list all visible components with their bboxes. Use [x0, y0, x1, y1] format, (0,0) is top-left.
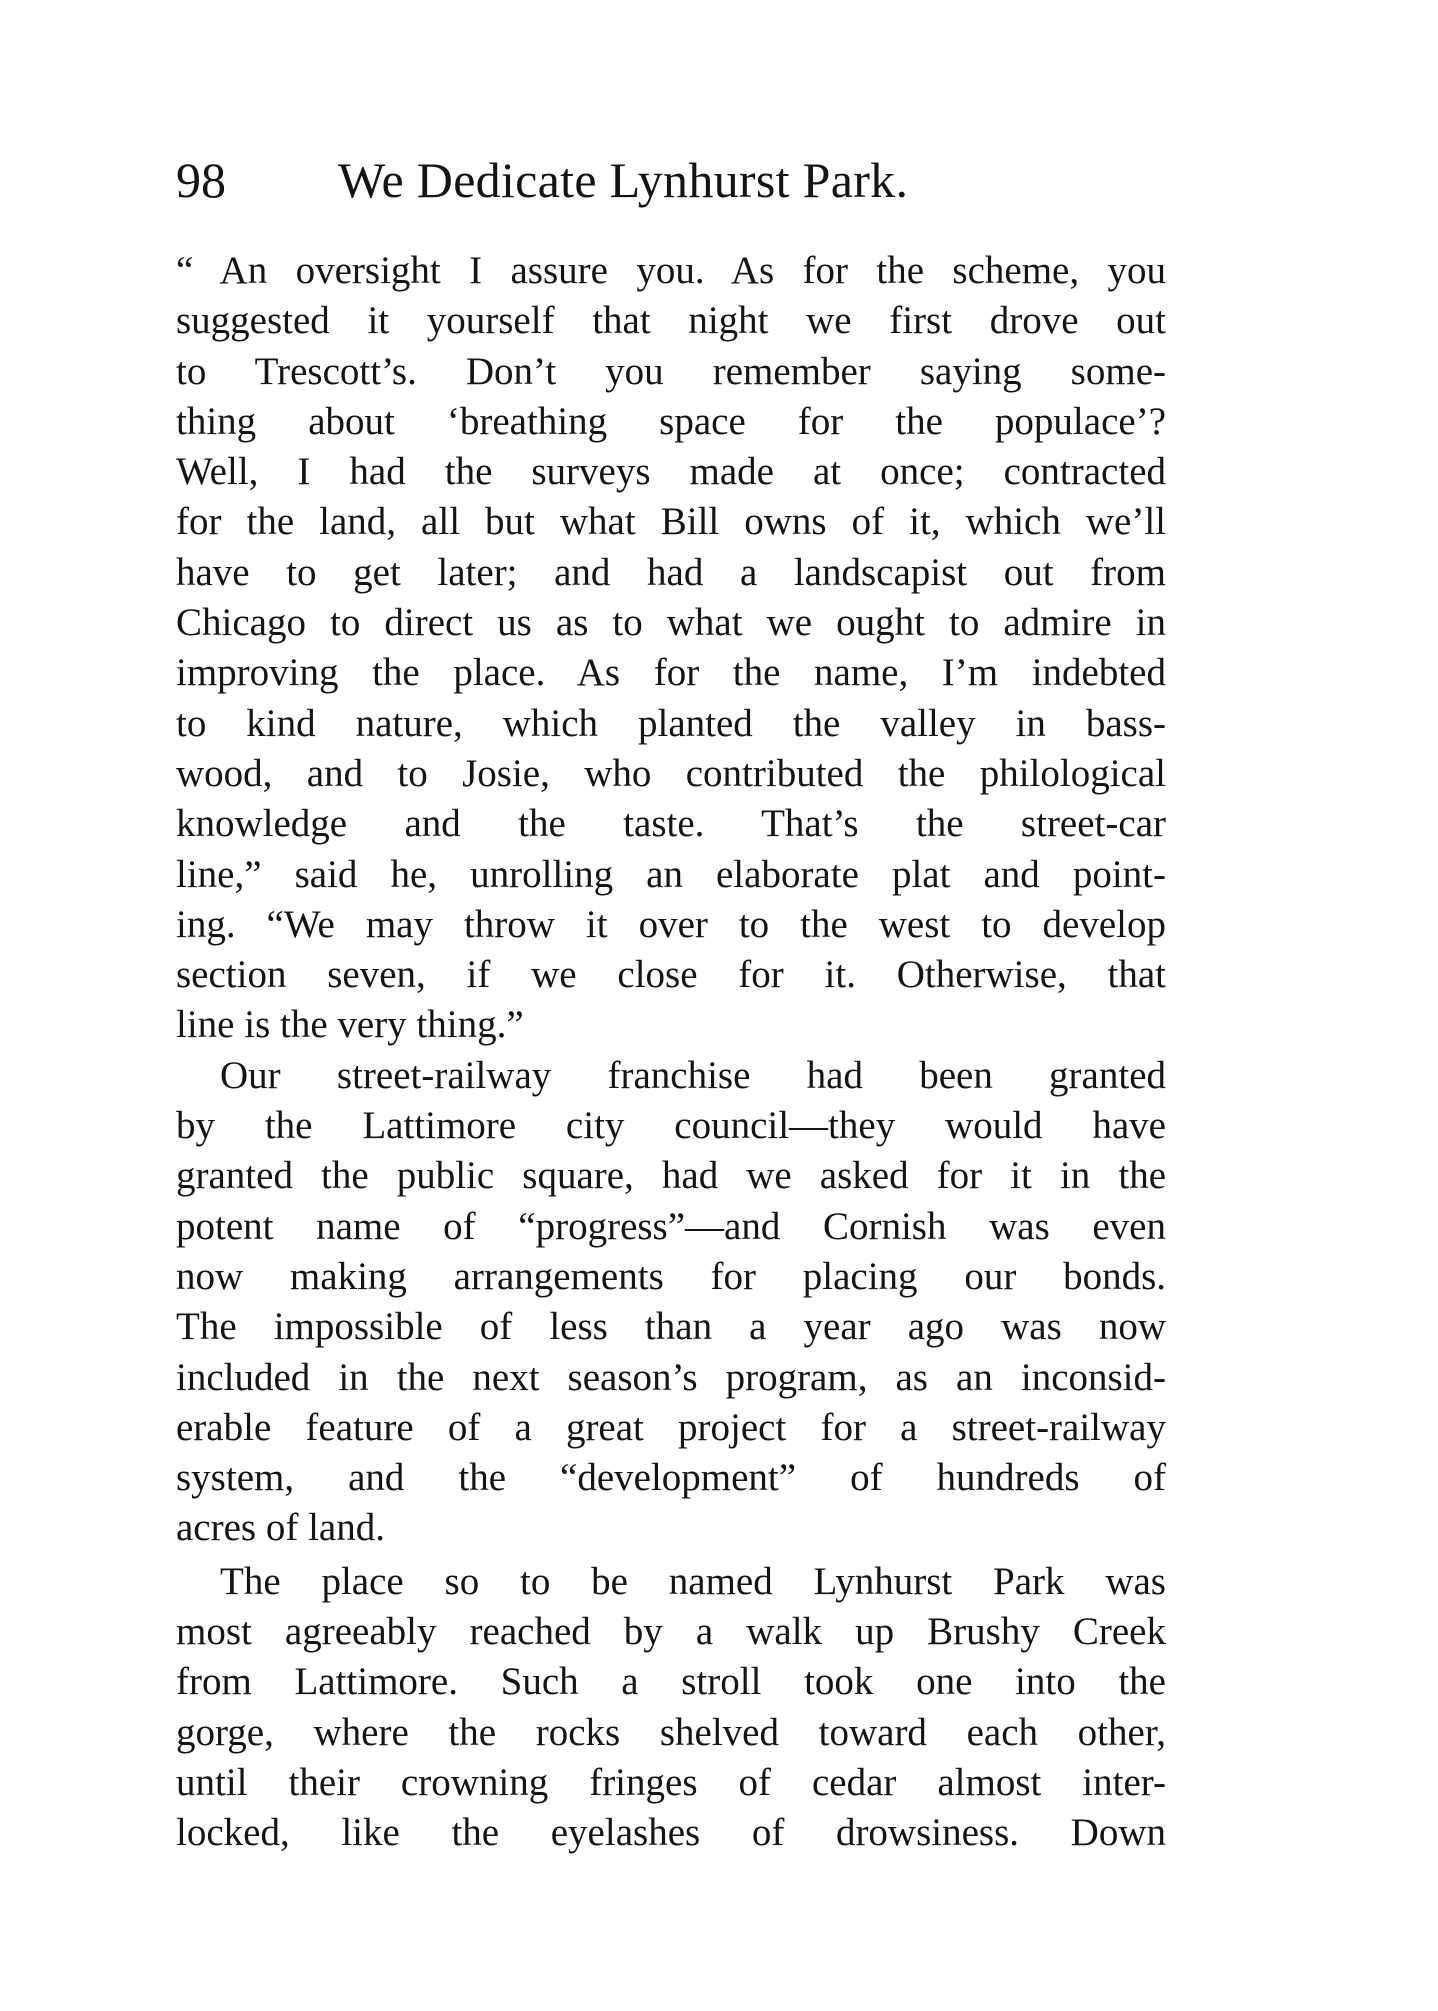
text-line: locked, like the eyelashes of drowsiness. Down: [176, 1811, 1166, 1855]
text-line: ing. “We may throw it over to the west to develop: [176, 902, 1166, 946]
text-line: most agreeably reached by a walk up Brushy Creek: [176, 1610, 1166, 1654]
text-line: by the Lattimore city council—they would have: [176, 1104, 1166, 1148]
text-line: wood, and to Josie, who contributed the philological: [176, 751, 1166, 795]
text-line: Well, I had the surveys made at once; contracted: [176, 450, 1166, 494]
page-number: 98: [176, 152, 226, 208]
paragraph: [176, 1557, 1166, 1859]
text-line: The impossible of less than a year ago was now: [176, 1305, 1166, 1349]
text-line: have to get later; and had a landscapist out from: [176, 550, 1166, 594]
text-line: suggested it yourself that night we first drove out: [176, 299, 1166, 343]
text-line: from Lattimore. Such a stroll took one into the: [176, 1660, 1166, 1704]
text-line: now making arrangements for placing our bonds.: [176, 1254, 1166, 1298]
body-text: [176, 246, 1166, 1859]
text-line: granted the public square, had we asked for it in the: [176, 1154, 1166, 1198]
text-line: included in the next season’s program, as an inconsid-: [176, 1355, 1166, 1399]
text-line: Our street-railway franchise had been granted: [220, 1053, 1166, 1097]
text-line: The place so to be named Lynhurst Park was: [220, 1559, 1166, 1603]
text-line: potent name of “progress”—and Cornish was even: [176, 1204, 1166, 1248]
text-line: Chicago to direct us as to what we ought to admire in: [176, 601, 1166, 645]
text-line: knowledge and the taste. That’s the street-car: [176, 802, 1166, 846]
text-line: to kind nature, which planted the valley in bass-: [176, 701, 1166, 745]
text-line: system, and the “development” of hundreds of: [176, 1456, 1166, 1500]
text-line: section seven, if we close for it. Otherwise, that: [176, 953, 1166, 997]
text-line: to Trescott’s. Don’t you remember saying some-: [176, 349, 1166, 393]
paragraph: [176, 246, 1166, 1051]
text-line: “ An oversight I assure you. As for the scheme, you: [176, 249, 1166, 292]
text-line: gorge, where the rocks shelved toward each other,: [176, 1710, 1166, 1754]
paragraph: [176, 1051, 1166, 1554]
text-line: line is the very thing.”: [176, 1003, 524, 1047]
text-line: thing about ‘breathing space for the populace’?: [176, 399, 1166, 443]
text-line: until their crowning fringes of cedar almost inter-: [176, 1760, 1166, 1804]
text-line: line,” said he, unrolling an elaborate plat and point-: [176, 852, 1166, 896]
text-line: acres of land.: [176, 1506, 385, 1550]
text-line: erable feature of a great project for a street-railway: [176, 1405, 1166, 1449]
page-header: [176, 150, 1176, 220]
text-line: for the land, all but what Bill owns of it, which we’ll: [176, 500, 1166, 544]
running-title: We Dedicate Lynhurst Park.: [338, 152, 909, 208]
text-line: improving the place. As for the name, I’m indebted: [176, 651, 1166, 695]
